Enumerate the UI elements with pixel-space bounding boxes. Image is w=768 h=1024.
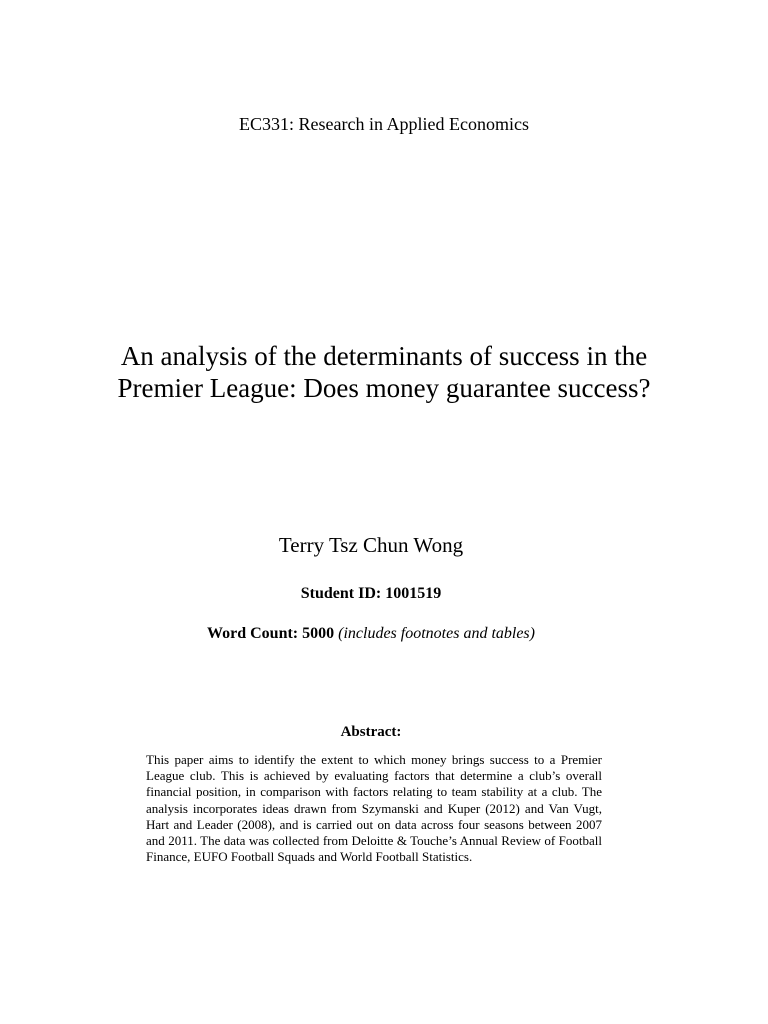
word-count-line bbox=[0, 624, 742, 644]
word-count-label: Word Count: bbox=[207, 625, 299, 642]
abstract-heading: Abstract: bbox=[340, 724, 402, 740]
student-id-line bbox=[0, 584, 742, 604]
course-title: EC331: Research in Applied Economics bbox=[239, 114, 529, 134]
paper-title: An analysis of the determinants of success in the Premier League: Does money guarantee success? bbox=[117, 341, 651, 403]
student-id-value: 1001519 bbox=[385, 585, 442, 602]
word-count-note: (includes footnotes and tables) bbox=[338, 625, 535, 642]
student-id-label: Student ID: bbox=[300, 585, 382, 602]
word-count-value: 5000 bbox=[302, 625, 335, 642]
author-name: Terry Tsz Chun Wong bbox=[278, 533, 464, 557]
abstract-body: This paper aims to identify the extent to which money brings success to a Premier League club. This is achieved by evaluating factors that determine a club’s overall financial position, in comparison with factors relating to team stability at a club. The analysis incorporates ideas drawn from Szymanski and Kuper (2012) and Van Vugt, Hart and Leader (2008), and is carried out on data across four seasons between 2007 and 2011. The data was collected from Deloitte & Touche’s Annual Review of Football Finance, EUFO Football Squads and World Football Statistics. bbox=[146, 752, 602, 865]
